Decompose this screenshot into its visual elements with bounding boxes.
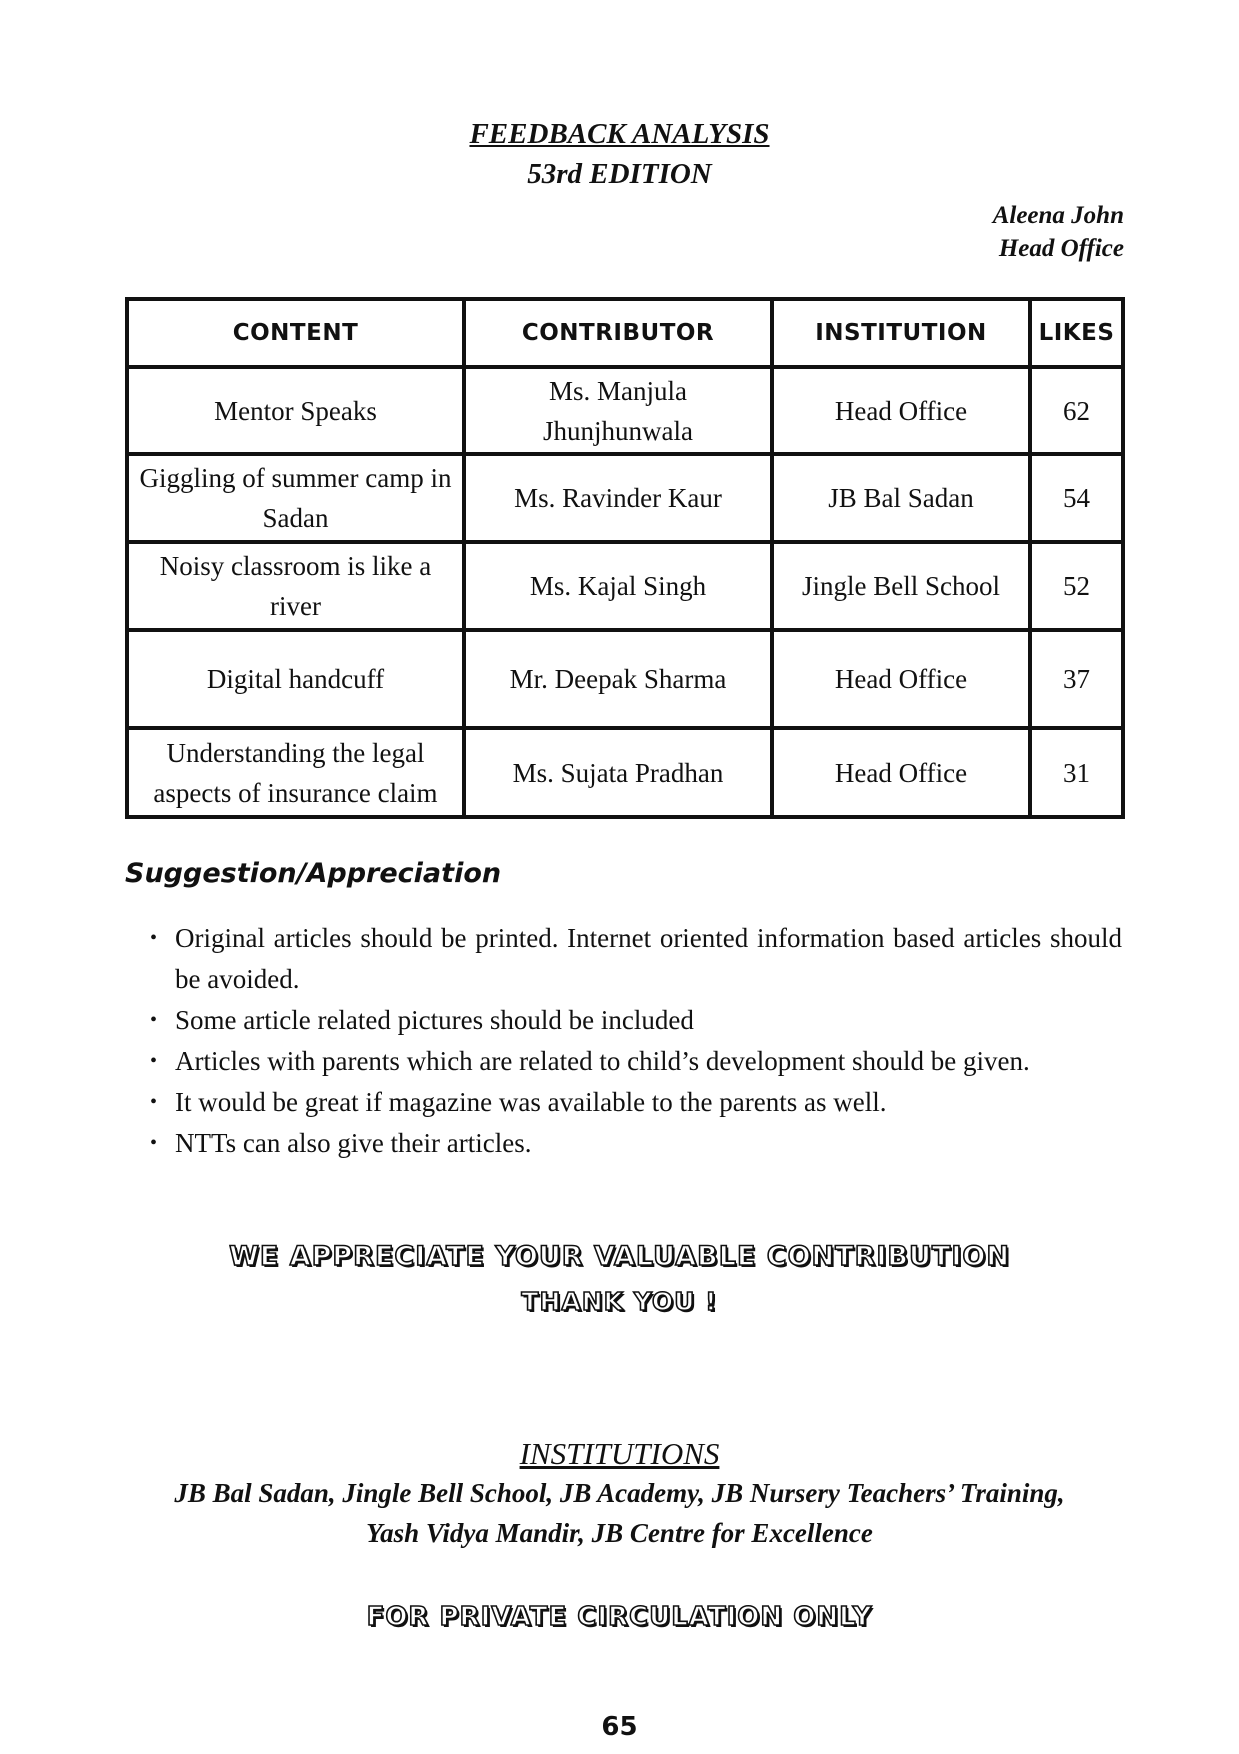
- column-header-institution: INSTITUTION: [772, 299, 1030, 367]
- feedback-table: [125, 297, 1125, 819]
- cell-institution: Head Office: [772, 630, 1030, 728]
- table-row: [127, 454, 1123, 542]
- cell-content: Mentor Speaks: [127, 367, 464, 454]
- page-number: 65: [601, 1712, 638, 1742]
- column-header-content: CONTENT: [127, 299, 464, 367]
- table-row: [127, 367, 1123, 454]
- institutions-heading: INSTITUTIONS: [519, 1436, 720, 1471]
- cell-contributor: Ms. Manjula Jhunjhunwala: [464, 367, 772, 454]
- cell-content: Noisy classroom is like a river: [127, 542, 464, 630]
- cell-content: Digital handcuff: [127, 630, 464, 728]
- list-item: • Some article related pictures should be included: [150, 1000, 1122, 1041]
- table-header-row: [127, 299, 1123, 367]
- cell-contributor: Ms. Ravinder Kaur: [464, 454, 772, 542]
- cell-contributor: Mr. Deepak Sharma: [464, 630, 772, 728]
- suggestions-heading: Suggestion/Appreciation: [125, 858, 502, 889]
- cell-contributor: Ms. Sujata Pradhan: [464, 728, 772, 817]
- cell-likes: 31: [1030, 728, 1123, 817]
- cell-institution: JB Bal Sadan: [772, 454, 1030, 542]
- table-row: [127, 542, 1123, 630]
- table-row: [127, 630, 1123, 728]
- cell-likes: 54: [1030, 454, 1123, 542]
- cell-institution: Head Office: [772, 728, 1030, 817]
- thank-you-line: THANK YOU !: [521, 1287, 718, 1316]
- author-office: Head Office: [998, 235, 1124, 262]
- author-name: Aleena John: [992, 202, 1124, 229]
- cell-likes: 62: [1030, 367, 1123, 454]
- list-item: • It would be great if magazine was available to the parents as well.: [150, 1082, 1122, 1123]
- column-header-contributor: CONTRIBUTOR: [464, 299, 772, 367]
- appreciation-line: WE APPRECIATE YOUR VALUABLE CONTRIBUTION: [229, 1241, 1010, 1272]
- cell-content: Understanding the legal aspects of insurance claim: [127, 728, 464, 817]
- edition-label: 53rd EDITION: [527, 158, 712, 190]
- institutions-line: JB Bal Sadan, Jingle Bell School, JB Academy, JB Nursery Teachers’ Training,: [174, 1478, 1065, 1508]
- list-item: • Articles with parents which are related to child’s development should be given.: [150, 1041, 1122, 1082]
- institutions-line: Yash Vidya Mandir, JB Centre for Excellence: [366, 1518, 873, 1548]
- private-circulation-notice: FOR PRIVATE CIRCULATION ONLY: [366, 1602, 873, 1632]
- column-header-likes: LIKES: [1030, 299, 1123, 367]
- cell-likes: 52: [1030, 542, 1123, 630]
- suggestions-list: [150, 918, 1122, 1164]
- cell-contributor: Ms. Kajal Singh: [464, 542, 772, 630]
- cell-institution: Head Office: [772, 367, 1030, 454]
- table-row: [127, 728, 1123, 817]
- cell-content: Giggling of summer camp in Sadan: [127, 454, 464, 542]
- cell-institution: Jingle Bell School: [772, 542, 1030, 630]
- cell-likes: 37: [1030, 630, 1123, 728]
- list-item: • NTTs can also give their articles.: [150, 1123, 1122, 1164]
- page-title: FEEDBACK ANALYSIS: [469, 118, 770, 150]
- list-item: • Original articles should be printed. Internet oriented information based articles should be avoided.: [150, 918, 1122, 1000]
